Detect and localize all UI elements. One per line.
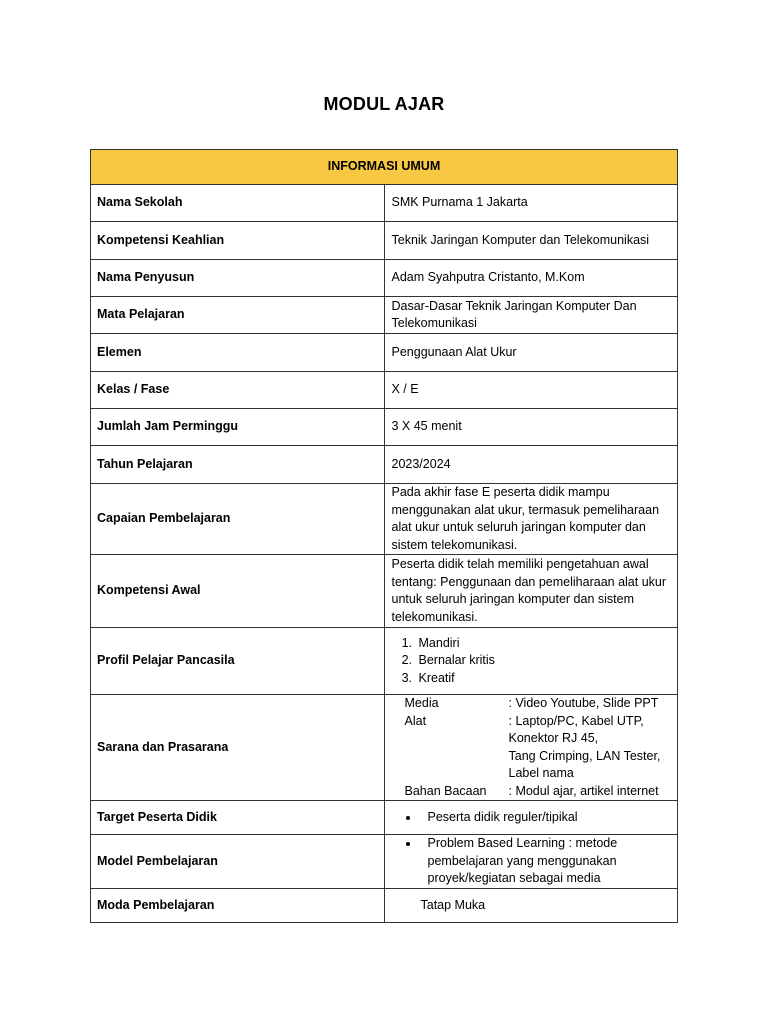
sarana-media-key: Media <box>404 696 439 710</box>
table-row <box>91 484 678 555</box>
table-row <box>91 222 678 260</box>
model-list <box>392 835 670 888</box>
list-item: 1. Mandiri <box>416 635 670 653</box>
sarana-bahan-line <box>392 783 670 801</box>
sarana-media-line <box>392 695 670 713</box>
moda-text: Tatap Muka <box>420 897 486 912</box>
list-item: • Peserta didik reguler/tipikal <box>420 809 670 827</box>
row-label-moda: Moda Pembelajaran <box>91 889 385 923</box>
row-value-capaian: Pada akhir fase E peserta didik mampu menggunakan alat ukur, termasuk pemeliharaan alat ukur untuk seluruh jaringan komputer dan sistem telekomunikasi. <box>384 484 678 555</box>
table-row <box>91 628 678 695</box>
row-label-jumlah-jam: Jumlah Jam Perminggu <box>91 409 385 446</box>
row-value-jumlah-jam: 3 X 45 menit <box>384 409 678 446</box>
row-value-mata-pelajaran: Dasar-Dasar Teknik Jaringan Komputer Dan Telekomunikasi <box>384 297 678 334</box>
table-header-row <box>91 150 678 185</box>
row-value-kompetensi-keahlian: Teknik Jaringan Komputer dan Telekomunikasi <box>384 222 678 260</box>
list-item: • Problem Based Learning : metode pembelajaran yang menggunakan proyek/kegiatan sebagai media <box>420 835 670 888</box>
table-row <box>91 555 678 628</box>
page-title: MODUL AJAR <box>323 94 445 114</box>
row-label-tahun-pelajaran: Tahun Pelajaran <box>91 446 385 484</box>
table-row <box>91 185 678 222</box>
list-item: 3. Kreatif <box>416 670 670 688</box>
table-row <box>91 695 678 801</box>
row-value-nama-sekolah: SMK Purnama 1 Jakarta <box>384 185 678 222</box>
sarana-alat-value: : Laptop/PC, Kabel UTP, Konektor RJ 45, <box>508 713 644 745</box>
row-value-model <box>384 835 678 889</box>
sarana-alat-line <box>392 713 670 748</box>
row-value-target <box>384 801 678 835</box>
table-row <box>91 446 678 484</box>
row-label-kompetensi-keahlian: Kompetensi Keahlian <box>91 222 385 260</box>
row-label-mata-pelajaran: Mata Pelajaran <box>91 297 385 334</box>
table-row <box>91 889 678 923</box>
row-value-nama-penyusun: Adam Syahputra Cristanto, M.Kom <box>384 260 678 297</box>
sarana-alat-key: Alat <box>404 713 427 728</box>
sarana-alat-value-cont: Tang Crimping, LAN Tester, Label nama <box>508 748 661 780</box>
list-item: 2. Bernalar kritis <box>416 652 670 670</box>
row-value-kelas-fase: X / E <box>384 372 678 409</box>
row-label-sarana: Sarana dan Prasarana <box>91 695 385 801</box>
table-row <box>91 297 678 334</box>
row-label-model: Model Pembelajaran <box>91 835 385 889</box>
row-label-profil: Profil Pelajar Pancasila <box>91 628 385 695</box>
row-value-elemen: Penggunaan Alat Ukur <box>384 334 678 372</box>
table-row <box>91 334 678 372</box>
row-label-nama-sekolah: Nama Sekolah <box>91 185 385 222</box>
table-row <box>91 372 678 409</box>
row-label-target: Target Peserta Didik <box>91 801 385 835</box>
row-value-moda <box>384 889 678 923</box>
table-row <box>91 801 678 835</box>
row-value-tahun-pelajaran: 2023/2024 <box>384 446 678 484</box>
section-header: INFORMASI UMUM <box>91 150 678 185</box>
informasi-umum-table <box>90 149 678 923</box>
target-list <box>392 809 670 827</box>
table-row <box>91 409 678 446</box>
sarana-bahan-value: : Modul ajar, artikel internet <box>508 783 659 798</box>
row-value-profil <box>384 628 678 695</box>
profil-list <box>392 635 670 688</box>
row-label-kelas-fase: Kelas / Fase <box>91 372 385 409</box>
sarana-media-value: : Video Youtube, Slide PPT <box>508 696 659 710</box>
row-value-sarana <box>384 695 678 801</box>
table-row <box>91 260 678 297</box>
row-value-kompetensi-awal: Peserta didik telah memiliki pengetahuan awal tentang: Penggunaan dan pemeliharaan alat ukur untuk seluruh jaringan komputer dan sistem telekomunikasi. <box>384 555 678 628</box>
table-row <box>91 835 678 889</box>
row-label-kompetensi-awal: Kompetensi Awal <box>91 555 385 628</box>
sarana-bahan-key: Bahan Bacaan <box>404 783 487 798</box>
row-label-elemen: Elemen <box>91 334 385 372</box>
row-label-nama-penyusun: Nama Penyusun <box>91 260 385 297</box>
row-label-capaian: Capaian Pembelajaran <box>91 484 385 555</box>
